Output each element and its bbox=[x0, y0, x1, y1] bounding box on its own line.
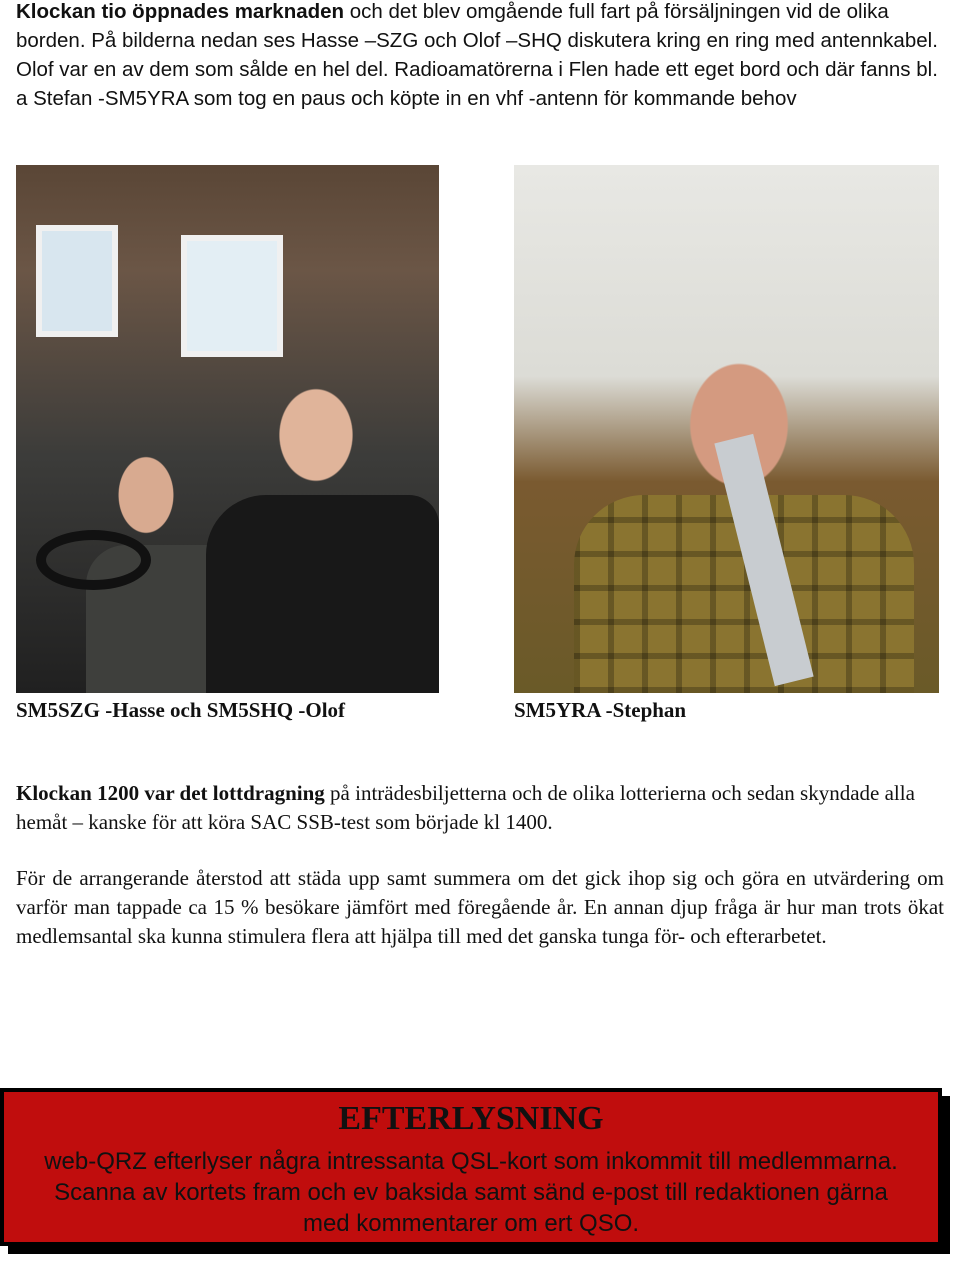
photo-window bbox=[36, 225, 118, 337]
photo-hasse-and-olof bbox=[16, 165, 439, 693]
lottery-paragraph bbox=[16, 779, 944, 837]
notice-title: EFTERLYSNING bbox=[338, 1100, 604, 1137]
intro-lead: Klockan tio öppnades marknaden bbox=[16, 0, 345, 23]
intro-paragraph bbox=[16, 0, 944, 113]
photo-person-olof bbox=[206, 495, 439, 693]
intro-text: och det blev omgående full fart på försäljningen vid de olika borden. På bilderna nedan ses Hasse –SZG och Olof –SHQ diskutera kring en ring med antennkabel. Olof var en av dem som sålde en hel del. Radioamatörerna i Flen hade ett eget bord och där fanns bl. a Stefan -SM5YRA som tog en paus och köpte in en vhf -antenn för kommande behov bbox=[16, 0, 938, 110]
lottery-lead: Klockan 1200 var det lottdragning bbox=[16, 781, 325, 805]
closing-paragraph: För de arrangerande återstod att städa upp samt summera om det gick ihop sig och göra en utvärdering om varför man tappade ca 15 % besökare jämfört med föregående år. En annan djup fråga är hur man trots ökat medlemsantal ska kunna stimulera flera att hjälpa till med det ganska tunga för- och efterarbetet. bbox=[16, 866, 944, 948]
photo-caption-right: SM5YRA -Stephan bbox=[514, 698, 687, 722]
photo-caption-left: SM5SZG -Hasse och SM5SHQ -Olof bbox=[16, 698, 346, 722]
photo-cable-ring bbox=[36, 530, 151, 590]
notice-box bbox=[0, 1088, 942, 1246]
notice-body: web-QRZ efterlyser några intressanta QSL-kort som inkommit till medlemmarna. Scanna av kortets fram och ev baksida samt sänd e-post till redaktionen gärna med kommentarer om ert QSO. bbox=[44, 1148, 898, 1237]
photo-window bbox=[181, 235, 283, 357]
photo-stephan bbox=[514, 165, 939, 693]
lottery-text: på inträdesbiljetterna och de olika lotterierna och sedan skyndade alla hemåt – kanske för att köra SAC SSB-test som började kl 1400. bbox=[16, 781, 915, 834]
